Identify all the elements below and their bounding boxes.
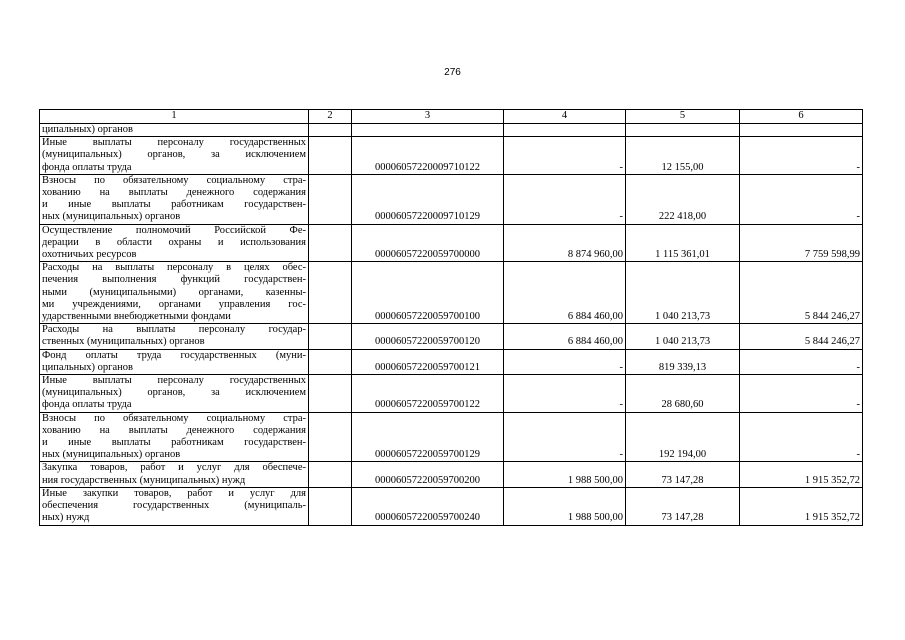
row-code-cell: 00006057220009710129 (352, 174, 504, 224)
row-col4-cell: 6 884 460,00 (504, 262, 626, 324)
row-name-line: ми учреждениями, органами управления гос- (42, 298, 306, 310)
row-name-line: Иные закупки товаров, работ и услуг для (42, 487, 306, 499)
row-name-cell (40, 349, 309, 374)
row-name-line: Взносы по обязательному социальному стра- (42, 412, 306, 424)
header-col-5: 5 (626, 110, 740, 124)
row-name-line: Взносы по обязательному социальному стра- (42, 174, 306, 186)
table-row (40, 375, 863, 413)
row-col5-cell: 73 147,28 (626, 487, 740, 525)
row-col6-cell (740, 124, 863, 137)
row-col5-cell: 192 194,00 (626, 412, 740, 462)
row-name-cell (40, 262, 309, 324)
row-name-line: охотничьих ресурсов (42, 249, 137, 261)
row-code-cell (352, 124, 504, 137)
row-col4-cell (504, 124, 626, 137)
row-col2-cell (309, 487, 352, 525)
row-col5-cell: 73 147,28 (626, 462, 740, 487)
row-col5-cell: 1 040 213,73 (626, 324, 740, 349)
budget-table (39, 109, 863, 526)
row-name-line: ственных (муниципальных) органов (42, 336, 205, 348)
table-row (40, 324, 863, 349)
row-col6-cell: - (740, 137, 863, 175)
row-col4-cell: 1 988 500,00 (504, 462, 626, 487)
table-row (40, 412, 863, 462)
row-name-line: ния государственных (муниципальных) нужд (42, 474, 246, 486)
row-col2-cell (309, 262, 352, 324)
row-name-line: печения выполнения функций государствен- (42, 274, 306, 286)
row-col4-cell: 1 988 500,00 (504, 487, 626, 525)
row-name-cell (40, 124, 309, 137)
row-name-cell (40, 324, 309, 349)
table-row (40, 262, 863, 324)
row-col4-cell: - (504, 174, 626, 224)
row-col4-cell: - (504, 349, 626, 374)
row-code-cell: 00006057220059700000 (352, 224, 504, 262)
row-col5-cell: 819 339,13 (626, 349, 740, 374)
table-body (40, 110, 863, 526)
row-col2-cell (309, 349, 352, 374)
row-col6-cell: 1 915 352,72 (740, 462, 863, 487)
row-name-cell (40, 174, 309, 224)
row-col2-cell (309, 224, 352, 262)
row-col5-cell: 12 155,00 (626, 137, 740, 175)
table-row (40, 487, 863, 525)
row-code-cell: 00006057220059700129 (352, 412, 504, 462)
row-col6-cell: - (740, 349, 863, 374)
header-col-3: 3 (352, 110, 504, 124)
table-row (40, 137, 863, 175)
row-code-cell: 00006057220059700240 (352, 487, 504, 525)
row-col2-cell (309, 174, 352, 224)
row-col4-cell: - (504, 137, 626, 175)
row-name-line: фонда оплаты труда (42, 399, 132, 411)
row-col6-cell: 1 915 352,72 (740, 487, 863, 525)
row-name-line: хованию на выплаты денежного содержания (42, 187, 306, 199)
row-name-line: и иные выплаты работникам государствен- (42, 437, 306, 449)
row-name-line: ударственными внебюджетными фондами (42, 311, 231, 323)
row-col4-cell: - (504, 375, 626, 413)
row-col2-cell (309, 137, 352, 175)
row-col5-cell: 1 040 213,73 (626, 262, 740, 324)
table-row (40, 174, 863, 224)
row-name-cell (40, 137, 309, 175)
row-code-cell: 00006057220059700122 (352, 375, 504, 413)
row-name-line: Закупка товаров, работ и услуг для обеспече- (42, 462, 306, 474)
row-col6-cell: 7 759 598,99 (740, 224, 863, 262)
table-header-row (40, 110, 863, 124)
row-name-line: ных (муниципальных) органов (42, 449, 181, 461)
row-name-line: Иные выплаты персоналу государственных (42, 137, 306, 149)
row-col4-cell: 8 874 960,00 (504, 224, 626, 262)
row-name-line: ципальных) органов (42, 361, 133, 373)
row-name-cell (40, 375, 309, 413)
header-col-6: 6 (740, 110, 863, 124)
row-name-line: обеспечения государственных (муниципаль- (42, 500, 306, 512)
row-name-line: ципальных) органов (42, 124, 133, 135)
row-col2-cell (309, 324, 352, 349)
row-name-line: хованию на выплаты денежного содержания (42, 424, 306, 436)
row-name-line: ными (муниципальными) органами, казенны- (42, 286, 306, 298)
row-col6-cell: - (740, 375, 863, 413)
row-name-line: (муниципальных) органов, за исключением (42, 149, 306, 161)
table-row (40, 462, 863, 487)
row-name-line: и иные выплаты работникам государствен- (42, 199, 306, 211)
row-col4-cell: - (504, 412, 626, 462)
header-col-4: 4 (504, 110, 626, 124)
row-col5-cell: 222 418,00 (626, 174, 740, 224)
header-col-1: 1 (40, 110, 309, 124)
row-name-line: (муниципальных) органов, за исключением (42, 387, 306, 399)
row-code-cell: 00006057220059700100 (352, 262, 504, 324)
row-col6-cell: 5 844 246,27 (740, 262, 863, 324)
row-code-cell: 00006057220059700121 (352, 349, 504, 374)
row-name-cell (40, 487, 309, 525)
row-name-line: Расходы на выплаты персоналу в целях обес- (42, 262, 306, 274)
row-code-cell: 00006057220009710122 (352, 137, 504, 175)
row-col5-cell: 1 115 361,01 (626, 224, 740, 262)
table-row (40, 124, 863, 137)
row-name-line: фонда оплаты труда (42, 161, 132, 173)
row-name-line: Иные выплаты персоналу государственных (42, 375, 306, 387)
row-name-cell (40, 462, 309, 487)
row-name-line: ных) нужд (42, 512, 90, 524)
row-name-cell (40, 224, 309, 262)
row-col5-cell (626, 124, 740, 137)
row-code-cell: 00006057220059700200 (352, 462, 504, 487)
row-name-line: Расходы на выплаты персоналу государ- (42, 324, 306, 336)
row-col6-cell: - (740, 412, 863, 462)
row-col2-cell (309, 412, 352, 462)
page-number: 276 (444, 67, 461, 78)
row-name-line: Осуществление полномочий Российской Фе- (42, 224, 306, 236)
row-col2-cell (309, 124, 352, 137)
row-col2-cell (309, 375, 352, 413)
row-col4-cell: 6 884 460,00 (504, 324, 626, 349)
row-col2-cell (309, 462, 352, 487)
row-name-cell (40, 412, 309, 462)
row-name-line: дерации в области охраны и использования (42, 236, 306, 248)
row-code-cell: 00006057220059700120 (352, 324, 504, 349)
table-row (40, 349, 863, 374)
row-name-line: ных (муниципальных) органов (42, 211, 181, 223)
row-col5-cell: 28 680,60 (626, 375, 740, 413)
table-row (40, 224, 863, 262)
row-col6-cell: - (740, 174, 863, 224)
header-col-2: 2 (309, 110, 352, 124)
row-name-line: Фонд оплаты труда государственных (муни- (42, 349, 306, 361)
row-col6-cell: 5 844 246,27 (740, 324, 863, 349)
